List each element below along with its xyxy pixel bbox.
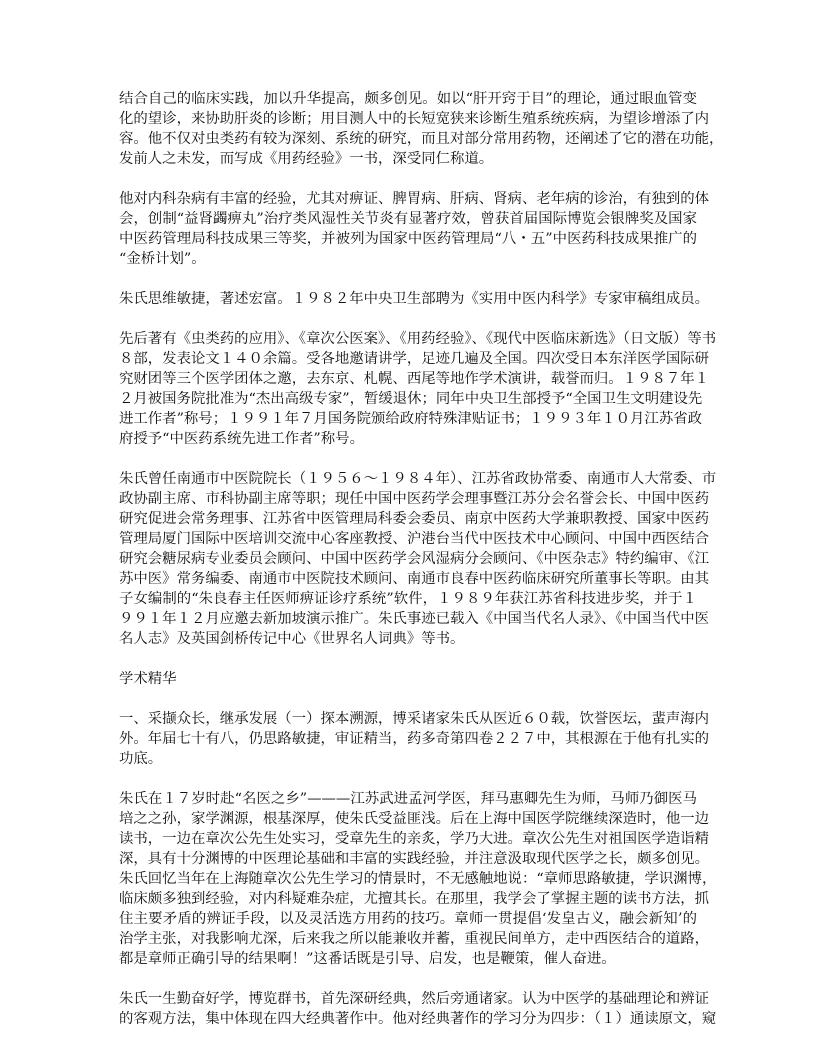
text-line: 都是章师正确引导的结果啊！”这番话既是引导、启发，也是鞭策，催人奋进。: [119, 951, 616, 967]
text-line: 朱氏思维敏捷，著述宏富。１９８２年中央卫生部聘为《实用中医内科学》专家审稿组成员。: [119, 291, 710, 307]
paragraph: [119, 469, 717, 649]
document-body: [119, 89, 724, 1049]
section-heading: [119, 669, 697, 689]
text-line: 究财团等三个医学团体之邀，去东京、札幌、西尾等地作学术演讲，载誉而归。１９８７年１: [119, 371, 710, 387]
paragraph: [119, 989, 717, 1029]
text-line: 发前人之未发，而写成《用药经验》一书，深受同仁称道。: [119, 151, 494, 167]
text-line: 进工作者”称号；１９９１年７月国务院颁给政府特殊津贴证书；１９９３年１０月江苏省政: [119, 411, 702, 427]
text-line: 容。他不仅对虫类药有较为深刻、系统的研究，而且对部分常用药物，还阐述了它的潜在功能，: [119, 131, 724, 147]
text-line: 他对内科杂病有丰富的经验，尤其对痹证、脾胃病、肝病、肾病、老年病的诊治，有独到的体: [119, 191, 710, 207]
text-line: 管理局厦门国际中医培训交流中心客座教授、沪港台当代中医技术中心顾问、中国中西医结合: [119, 531, 710, 547]
text-line: 中医药管理局科技成果三等奖，并被列为国家中医药管理局“八・五”中医药科技成果推广的: [119, 231, 697, 247]
text-line: 治学主张，对我影响尤深，后来我之所以能兼收并蓄，重视民间单方，走中西医结合的道路，: [119, 931, 710, 947]
text-line: 结合自己的临床实践，加以升华提高，颇多创见。如以“肝开窍于目”的理论，通过眼血管变: [119, 91, 697, 107]
text-line: ２月被国务院批准为“杰出高级专家”，暂缓退休；同年中央卫生部授予“全国卫生文明建设先: [119, 391, 703, 407]
text-line: 功底。: [119, 751, 163, 767]
text-line: 朱氏曾任南通市中医院院长（１９５６～１９８４年）、江苏省政协常委、南通市人大常委、市: [119, 471, 717, 487]
text-line: 会，创制“益肾蠲痹丸”治疗类风湿性关节炎有显著疗效，曾获首届国际博览会银牌奖及国家: [119, 211, 697, 227]
text-line: 外。年届七十有八，仍思路敏捷，审证精当，药多奇第四卷２２７中，其根源在于他有扎实的: [119, 731, 710, 747]
text-line: 深，具有十分渊博的中医理论基础和丰富的实践经验，并注意汲取现代医学之长，颇多创见。: [119, 851, 710, 867]
paragraph: [119, 789, 717, 969]
paragraph: [119, 709, 710, 769]
text-line: 朱氏在１７岁时赴“名医之乡”———江苏武进孟河学医，拜马惠卿先生为师，马师乃御医马: [119, 791, 697, 807]
text-line: ８部，发表论文１４０余篇。受各地邀请讲学，足迹几遍及全国。四次受日本东洋医学国际研: [119, 351, 710, 367]
text-line: 苏中医》常务编委、南通市中医院技术顾问、南通市良春中医药临床研究所董事长等职。由其: [119, 571, 710, 587]
paragraph: [119, 329, 717, 449]
text-line: 培之之孙，家学渊源，根基深厚，使朱氏受益匪浅。后在上海中国医学院继续深造时，他一边: [119, 811, 710, 827]
text-line: 读书，一边在章次公先生处实习，受章先生的亲炙，学乃大进。章次公先生对祖国医学造诣精: [119, 831, 710, 847]
paragraph: [119, 289, 710, 309]
text-line: 学术精华: [119, 671, 177, 687]
text-line: “金桥计划”。: [119, 251, 206, 267]
text-line: 朱氏一生勤奋好学，博览群书，首先深研经典，然后旁通诸家。认为中医学的基础理论和辨证: [119, 991, 710, 1007]
text-line: 研究促进会常务理事、江苏省中医管理局科委会委员、南京中医药大学兼职教授、国家中医药: [119, 511, 710, 527]
text-line: 住主要矛盾的辨证手段，以及灵活选方用药的技巧。章师一贯提倡‘发皇古义，融会新知’的: [119, 911, 697, 927]
paragraph: [119, 89, 724, 169]
text-line: 府授予“中医药系统先进工作者”称号。: [119, 431, 364, 447]
text-line: 研究会糖尿病专业委员会顾问、中国中医药学会风湿病分会顾问、《中医杂志》特约编审、《江: [119, 551, 710, 567]
text-line: 名人志》及英国剑桥传记中心《世界名人词典》等书。: [119, 631, 465, 647]
text-line: 朱氏回忆当年在上海随章次公先生学习的情景时，不无感触地说：“章师思路敏捷，学识渊博，: [119, 871, 717, 887]
text-line: 政协副主席、市科协副主席等职；现任中国中医药学会理事暨江苏分会名誉会长、中国中医药: [119, 491, 710, 507]
text-line: 先后著有《虫类药的应用》、《章次公医案》、《用药经验》、《现代中医临床新选》（日文版）等书: [119, 331, 717, 347]
text-line: 一、采撷众长，继承发展（一）探本溯源，博采诸家朱氏从医近６０载，饮誉医坛，蜚声海内: [119, 711, 710, 727]
text-line: ９９１年１２月应邀去新加坡演示推广。朱氏事迹已载入《中国当代名人录》、《中国当代中医: [119, 611, 710, 627]
text-line: 化的望诊，来协助肝炎的诊断；用目测人中的长短宽狭来诊断生殖系统疾病，为望诊增添了内: [119, 111, 710, 127]
text-line: 临床颇多独到经验，对内科疑难杂症，尤擅其长。在那里，我学会了掌握主题的读书方法，抓: [119, 891, 710, 907]
text-line: 子女编制的“朱良春主任医师痹证诊疗系统”软件，１９８９年获江苏省科技进步奖，并于１: [119, 591, 697, 607]
paragraph: [119, 189, 710, 269]
text-line: 的客观方法，集中体现在四大经典著作中。他对经典著作的学习分为四步：（１）通读原文，窥: [119, 1011, 717, 1027]
